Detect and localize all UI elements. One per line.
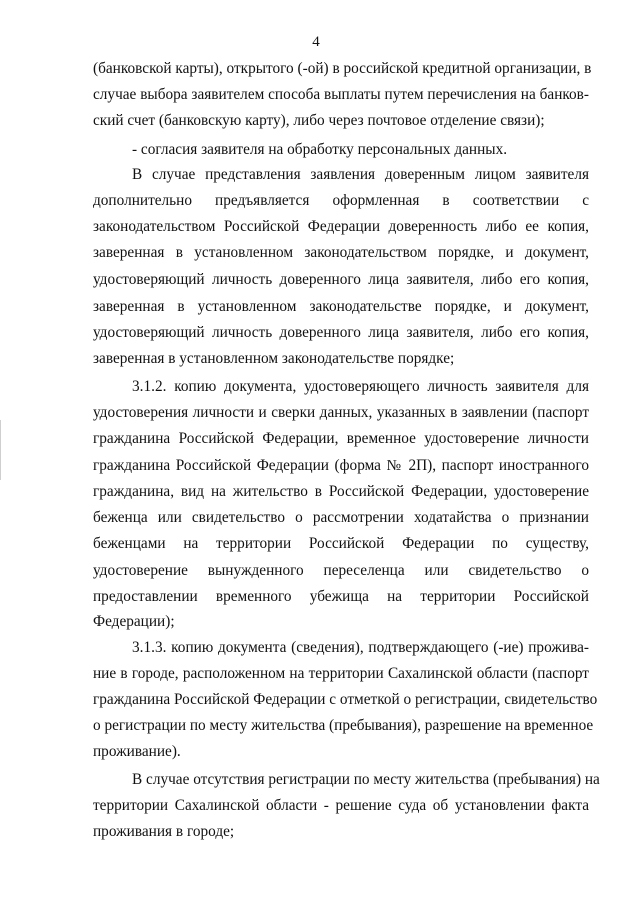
text-line: ние в городе, расположенном на территории Сахалинской области (паспорт	[93, 665, 589, 682]
text-line: Федерации);	[93, 613, 175, 630]
text-line: проживание).	[93, 743, 181, 760]
text-line: 3.1.3. копию документа (сведения), подтверждающего (-ие) прожива-	[132, 639, 589, 656]
text-line: гражданина Российской Федерации (форма № 2П), паспорт иностранного	[93, 457, 589, 474]
text-line: удостоверяющий личность доверенного лица заявителя, либо его копия,	[93, 271, 589, 288]
text-line: 3.1.2. копию документа, удостоверяющего личность заявителя для	[132, 378, 589, 395]
text-line: ский счет (банковскую карту), либо через почтовое отделение связи);	[93, 112, 545, 129]
text-line: заверенная в установленном законодательстве порядке;	[93, 350, 455, 367]
text-line: гражданина, вид на жительство в Российской Федерации, удостоверение	[93, 483, 589, 500]
text-line: гражданина Российской Федерации, временное удостоверение личности	[93, 430, 589, 447]
text-line: В случае отсутствия регистрации по месту жительства (пребывания) на	[132, 771, 600, 788]
text-line: удостоверяющий личность доверенного лица заявителя, либо его копия,	[93, 324, 589, 341]
text-line: проживания в городе;	[93, 823, 235, 840]
text-line: о регистрации по месту жительства (пребывания), разрешение на временное	[93, 717, 594, 734]
text-line: гражданина Российской Федерации с отметкой о регистрации, свидетельство	[93, 691, 598, 708]
text-line: (банковской карты), открытого (-ой) в российской кредитной организации, в	[93, 60, 592, 77]
text-line: - согласия заявителя на обработку персональных данных.	[132, 141, 508, 158]
text-line: удостоверение вынужденного переселенца или свидетельство о	[93, 562, 589, 579]
text-line: заверенная в установленном законодательством порядке, и документ,	[93, 244, 589, 261]
text-line: случае выбора заявителем способа выплаты путем перечисления на банков-	[93, 86, 589, 103]
text-line: В случае представления заявления доверенным лицом заявителя	[132, 166, 589, 183]
text-line: дополнительно предъявляется оформленная в соответствии с	[93, 192, 589, 209]
text-line: беженца или свидетельство о рассмотрении ходатайства о признании	[93, 509, 589, 526]
text-line: удостоверения личности и сверки данных, указанных в заявлении (паспорт	[93, 404, 589, 421]
text-line: законодательством Российской Федерации доверенность либо ее копия,	[93, 218, 589, 235]
page-number: 4	[312, 34, 320, 50]
scan-edge-mark	[0, 420, 1, 480]
text-line: территории Сахалинской области - решение суда об установлении факта	[93, 797, 589, 814]
text-line: беженцами на территории Российской Федерации по существу,	[93, 535, 589, 552]
text-line: заверенная в установленном законодательстве порядке, и документ,	[93, 298, 589, 315]
text-line: предоставлении временного убежища на территории Российской	[93, 588, 589, 605]
